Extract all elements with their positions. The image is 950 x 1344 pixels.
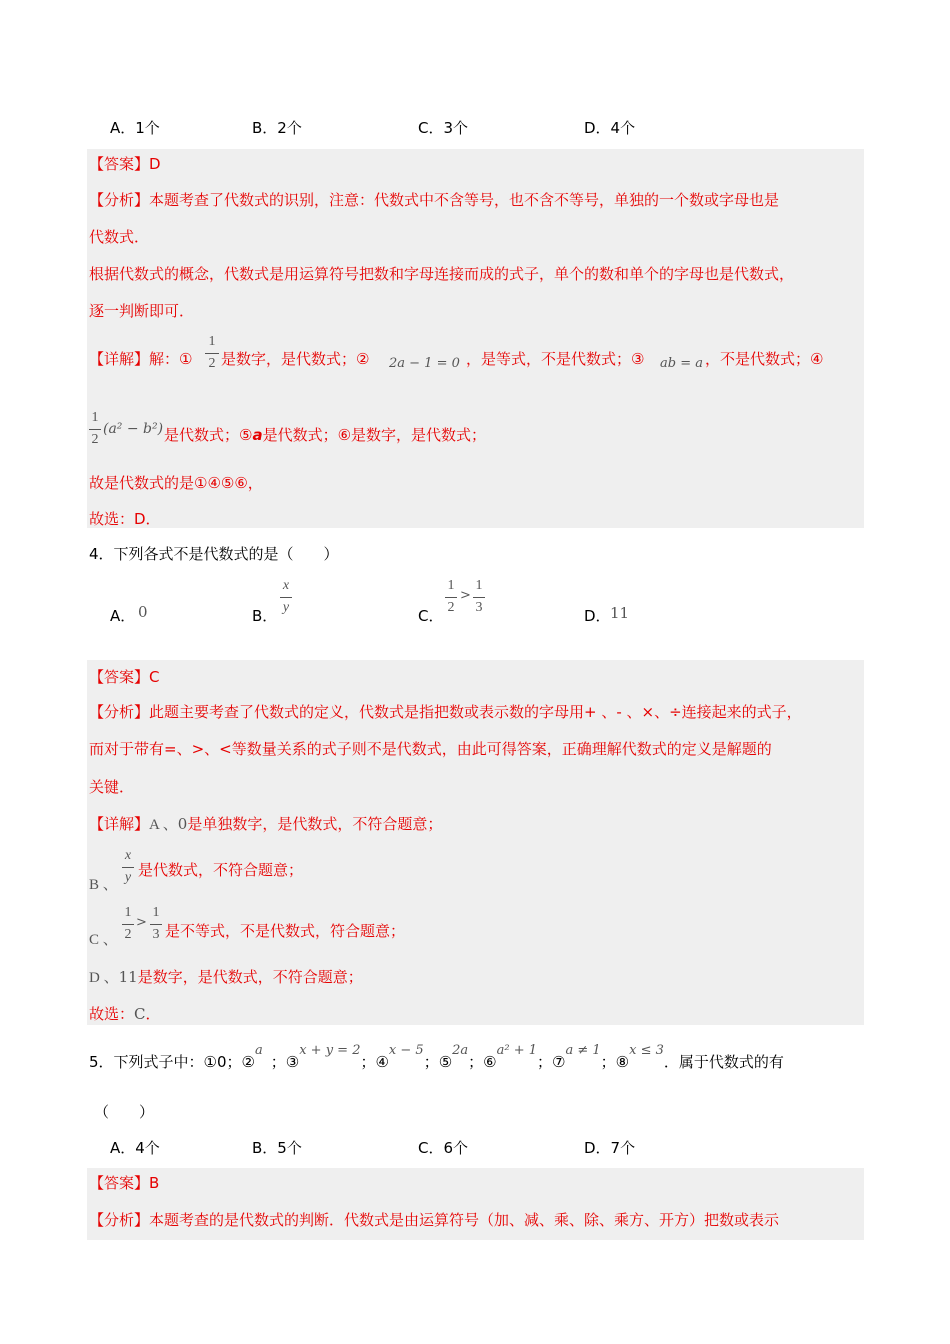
q4-option-c-gt: > [460,588,471,603]
q5-analysis-line1 [89,1209,779,1230]
q3-detail-text-d: ，不是代数式；④ [705,350,824,368]
answer-tag: 【答案】 [89,1174,150,1192]
expr-a2-b2: (a² − b²) [103,421,164,437]
choice-text: 故选： [89,1005,135,1023]
q4-detail-line-d [89,966,363,987]
q4-detail-c-text: 是不等式，不是代数式，符合题意； [165,922,406,940]
stem-text: ；③ [270,1053,300,1071]
fraction-one-half-2 [89,410,101,450]
frac-den: y [282,600,290,615]
q3-option-b: B．2个 [252,119,302,137]
frac-den: 2 [124,927,132,942]
frac-num: 1 [152,905,160,920]
q4-option-d-expr: 11 [610,604,630,622]
stem-text: ；⑦ [537,1053,566,1071]
frac-den: 2 [447,600,455,615]
answer-value: C [149,668,160,686]
q3-detail-line1 [89,348,192,369]
q3-choice: 故选：D． [89,510,161,528]
detail-text: 解：① [149,350,193,368]
answer-tag: 【答案】 [89,668,150,686]
q5-option-d: D．7个 [584,1139,636,1157]
frac-bar [473,597,485,598]
stem-text: ；⑤ [423,1053,453,1071]
answer-tag: 【答案】 [89,155,150,173]
q4-detail-line-a [89,813,442,834]
q5-expr-8: x ≤ 3 [629,1043,664,1058]
stem-text: ．属于代数式的有 [663,1053,784,1071]
stem-text: 5．下列式子中：①0；② [89,1053,255,1071]
q4-option-a-expr: 0 [138,603,148,621]
answer-value: D [149,155,161,173]
q5-answer [89,1172,159,1193]
q4-option-c-label: C． [418,607,444,625]
q5-option-a: A．4个 [110,1139,160,1157]
q3-answer [89,153,161,174]
frac-bar [122,867,134,868]
q4-analysis-line1 [89,701,802,722]
q4-detail-c-frac1 [122,905,134,947]
q3-option-c: C．3个 [418,119,469,137]
frac-den: 3 [475,600,483,615]
q4-detail-b-fraction [122,848,134,890]
frac-num: 1 [208,334,216,349]
q4-detail-c-frac2 [150,905,162,947]
frac-bar [445,597,457,598]
detail-text: 是代数式；⑥是数字，是代数式； [262,426,487,444]
q3-detail-line2 [164,424,486,445]
q5-expr-5: 2a [452,1043,469,1058]
fraction-one-half [205,334,219,374]
q5-paren: （ ） [94,1103,155,1121]
frac-num: 1 [447,578,455,593]
q3-analysis-line2: 代数式． [89,228,150,246]
q3-conclusion: 故是代数式的是①④⑤⑥， [89,474,263,492]
q4-detail-b-label: B 、 [89,877,118,893]
detail-text: 是代数式；⑤ [164,426,253,444]
q3-analysis-line1 [89,189,779,210]
q4-option-d-label: D． [584,607,611,625]
frac-num: 1 [475,578,483,593]
q4-answer [89,666,160,687]
q3-detail-text-c: ，是等式，不是代数式；③ [466,350,645,368]
analysis-tag: 【分析】 [89,703,150,721]
q4-option-c-frac2 [473,578,485,620]
frac-num: 1 [91,410,99,425]
q4-choice [89,1003,161,1024]
q3-detail-text-b: 是数字，是代数式；② [221,350,370,368]
frac-den: y [124,870,132,885]
frac-bar [150,924,162,925]
q4-option-b-label: B． [252,607,278,625]
detail-tag: 【详解】 [89,350,150,368]
q4-detail-c-label: C 、 [89,932,118,948]
frac-num: x [124,848,132,863]
detail-expr: 0 [177,815,188,833]
frac-den: 2 [91,432,99,447]
analysis-tag: 【分析】 [89,191,150,209]
q5-expr-3: x + y = 2 [299,1043,361,1058]
q4-stem: 4．下列各式不是代数式的是（ ） [89,545,339,563]
detail-text: 是数字，是代数式，不符合题意； [137,968,363,986]
q4-option-c-frac1 [445,578,457,620]
stem-text: ；⑥ [468,1053,497,1071]
q4-option-b-fraction [280,578,292,620]
frac-bar [89,429,101,430]
q4-detail-b-text: 是代数式，不符合题意； [138,861,304,879]
q4-option-a-label: A． [110,607,136,625]
frac-den: 3 [152,927,160,942]
frac-bar [205,353,219,354]
q5-expr-4: x − 5 [388,1043,424,1058]
answer-value: B [149,1174,160,1192]
q3-option-a: A．1个 [110,119,160,137]
q5-expr-2: a [254,1043,263,1058]
detail-label: A 、 [149,817,178,833]
expr-ab-a: ab = a [660,356,703,371]
analysis-text: 本题考查的是代数式的判断．代数式是由运算符号（加、减、乘、除、乘方、开方）把数或表示 [149,1211,780,1229]
frac-bar [122,924,134,925]
q3-option-d: D．4个 [584,119,636,137]
q4-analysis-line2: 而对于带有=、>、<等数量关系的式子则不是代数式，由此可得答案，正确理解代数式的定义是解题的 [89,740,772,758]
frac-bar [280,597,292,598]
frac-num: 1 [124,905,132,920]
q5-option-c: C．6个 [418,1139,469,1157]
stem-text: ；⑧ [600,1053,630,1071]
q5-expr-6: a² + 1 [496,1043,538,1058]
frac-den: 2 [208,356,216,371]
detail-expr: 11 [118,968,138,986]
analysis-tag: 【分析】 [89,1211,150,1229]
detail-var-a: a [252,426,263,444]
expr-2a-1-0: 2a − 1 = 0 [389,356,460,371]
q4-detail-c-gt: > [136,915,147,930]
choice-value: C [134,1005,146,1023]
q3-analysis-line3: 根据代数式的概念，代数式是用运算符号把数和字母连接而成的式子，单个的数和单个的字母也是代数式， [89,265,795,283]
frac-num: x [282,578,290,593]
analysis-text: 本题考查了代数式的识别，注意：代数式中不含等号，也不含不等号，单独的一个数或字母也是 [149,191,780,209]
choice-text: ． [145,1005,161,1023]
detail-tag: 【详解】 [89,815,150,833]
q5-expr-7: a ≠ 1 [565,1043,601,1058]
stem-text: ；④ [360,1053,389,1071]
q4-analysis-line3: 关键． [89,778,135,796]
q5-option-b: B．5个 [252,1139,302,1157]
detail-label: D 、 [89,970,119,986]
analysis-text: 此题主要考查了代数式的定义，代数式是指把数或表示数的字母用+ 、- 、×、÷连接起来的式子， [149,703,802,721]
q3-analysis-line4: 逐一判断即可． [89,302,195,320]
q5-stem [89,1043,784,1072]
detail-text: 是单独数字，是代数式，不符合题意； [187,815,443,833]
